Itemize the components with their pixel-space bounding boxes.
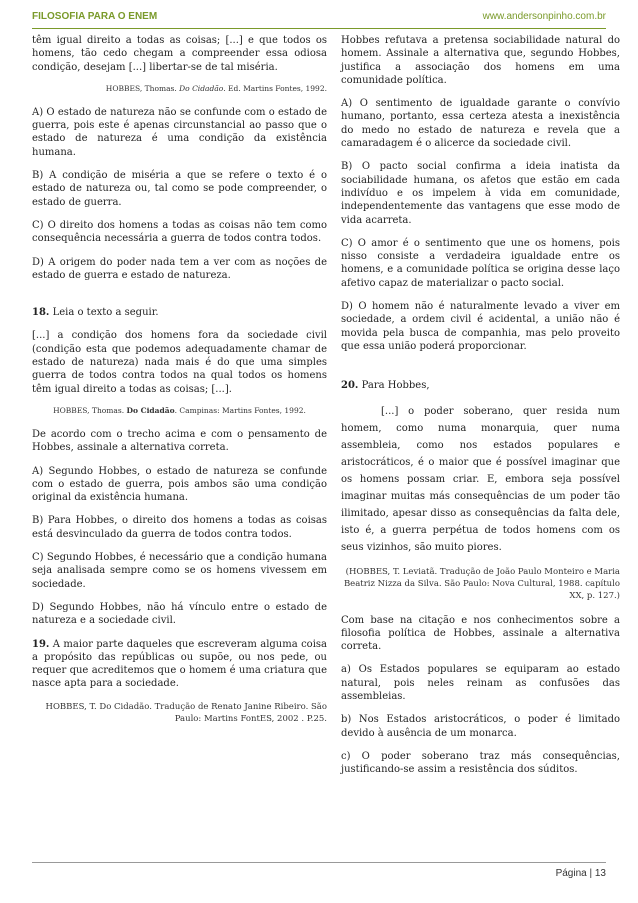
- q18-option-d: D) Segundo Hobbes, não há vínculo entre o estado de natureza e a sociedade civil.: [32, 601, 327, 627]
- q20-prompt: Com base na citação e nos conhecimentos sobre a filosofia política de Hobbes, assinale a alternativa correta.: [341, 614, 620, 653]
- q17-option-a: A) O estado de natureza não se confunde com o estado de guerra, pois este é apenas circunstancial ao passo que o estado de natureza é uma condição da existência humana.: [32, 106, 327, 158]
- q19-citation: HOBBES, T. Do Cidadão. Tradução de Renato Janine Ribeiro. São Paulo: Martins FontES, 2002 . P.25.: [45, 701, 327, 724]
- spacer: [341, 363, 620, 379]
- q17-option-b: B) A condição de miséria a que se refere o texto é o estado de natureza ou, tal como se pode compreender, o estado de guerra.: [32, 170, 327, 208]
- header-divider: [32, 28, 606, 29]
- q19-option-a: A) O sentimento de igualdade garante o convívio humano, portanto, essa certeza atesta a inexistência do medo no estado de natureza e revela que a camaradagem é o alicerce da sociedade civil.: [341, 98, 620, 150]
- footer-divider: [32, 862, 606, 863]
- q19-option-b: B) O pacto social confirma a ideia inatista da sociabilidade humana, os afetos que estão em cada indivíduo e os impelem à vida em comunidade, independentemente das vantagens que esse modo de vida acarreta.: [341, 161, 620, 226]
- q17-option-d: D) A origem do poder nada tem a ver com as noções de estado de guerra e estado de natureza.: [32, 256, 327, 281]
- q18-option-b: B) Para Hobbes, o direito dos homens a todas as coisas está desvinculado da guerra de todos contra todos.: [32, 515, 327, 540]
- page-header: [32, 10, 606, 32]
- q19-text: 19. A maior parte daqueles que escreveram alguma coisa a propósito das repúblicas ou supõe, ou nos pede, ou requer que acreditemos que o homem é uma criatura que nasce apta para a sociedade.: [32, 638, 327, 690]
- q18-number: 18.: [32, 307, 50, 319]
- right-column: [341, 34, 620, 787]
- q17-citation: HOBBES, Thomas. Do Cidadão. Ed. Martins Fontes, 1992.: [105, 83, 327, 93]
- header-website: www.andersonpinho.com.br: [482, 11, 606, 22]
- q20-citation: (HOBBES, T. Leviatã. Tradução de João Paulo Monteiro e Maria Beatriz Nizza da Silva. São Paulo: Nova Cultural, 1988. capítulo XX, p. 127.): [343, 566, 620, 601]
- q17-quote-end: têm igual direito a todas as coisas; [...] e que todos os homens, tão cedo chegam a compreender essa odiosa condição, desejam [...] libertar-se de tal miséria.: [32, 35, 327, 73]
- q20-quote: [...] o poder soberano, quer resida num homem, como numa monarquia, quer numa assembleia, como nos estados populares e aristocráticos, é o maior que é possível imaginar que os homens possam criar. E, embora seja possível imaginar muitas más consequências de um poder tão ilimitado, apesar disso as consequências da falta dele, isto é, a guerra perpétua de todos homens com os seus vizinhos, são muito piores.: [341, 405, 620, 553]
- q20-option-a: a) Os Estados populares se equiparam ao estado natural, pois neles reinam as confusões das assembleias.: [341, 664, 620, 703]
- q19-prompt: Hobbes refutava a pretensa sociabilidade natural do homem. Assinale a alternativa que, segundo Hobbes, justifica a associação dos homens em uma comunidade política.: [341, 35, 620, 86]
- q20-option-c: c) O poder soberano traz más consequências, justificando-se assim a resistência dos súditos.: [341, 750, 620, 776]
- q20-option-b: b) Nos Estados aristocráticos, o poder é limitado devido à ausência de um monarca.: [341, 714, 620, 739]
- q19-option-c: C) O amor é o sentimento que une os homens, pois nisso consiste a verdadeira igualdade entre os homens, e a comunidade política se origina desse laço afetivo capaz de materializar o pacto social.: [341, 237, 620, 289]
- q19-option-d: D) O homem não é naturalmente levado a viver em sociedade, a ordem civil é acidental, a união não é movida pela busca de companhia, mas pelo proveito que essa união poderá proporcionar.: [341, 301, 620, 352]
- q20-intro: 20. Para Hobbes,: [341, 380, 430, 392]
- q18-text: [...] a condição dos homens fora da sociedade civil (condição esta que podemos adequadamente chamar de estado de natureza) nada mais é do que uma simples guerra de todos contra todos na qual todos os homens têm igual direito a todas as coisas; [...].: [32, 330, 327, 395]
- q18-intro: 18. Leia o texto a seguir.: [32, 307, 159, 319]
- q18-option-a: A) Segundo Hobbes, o estado de natureza se confunde com o estado de guerra, pois ambos são uma condição original da existência humana.: [32, 465, 327, 504]
- q20-number: 20.: [341, 380, 359, 392]
- q17-option-c: C) O direito dos homens a todas as coisas não tem como consequência necessária a guerra de todos contra todos.: [32, 219, 327, 245]
- q18-citation: HOBBES, Thomas. Do Cidadão. Campinas: Martins Fontes, 1992.: [53, 405, 306, 415]
- page-number: Página | 13: [555, 868, 606, 879]
- q19-number: 19.: [32, 638, 50, 650]
- q18-prompt: De acordo com o trecho acima e com o pensamento de Hobbes, assinale a alternativa correta.: [32, 428, 327, 454]
- spacer: [32, 292, 327, 306]
- q18-option-c: C) Segundo Hobbes, é necessário que a condição humana seja analisada sempre como se os homens vivessem em sociedade.: [32, 552, 327, 590]
- page-footer: [32, 862, 606, 892]
- left-column: [32, 34, 327, 737]
- header-title: FILOSOFIA PARA O ENEM: [32, 11, 158, 22]
